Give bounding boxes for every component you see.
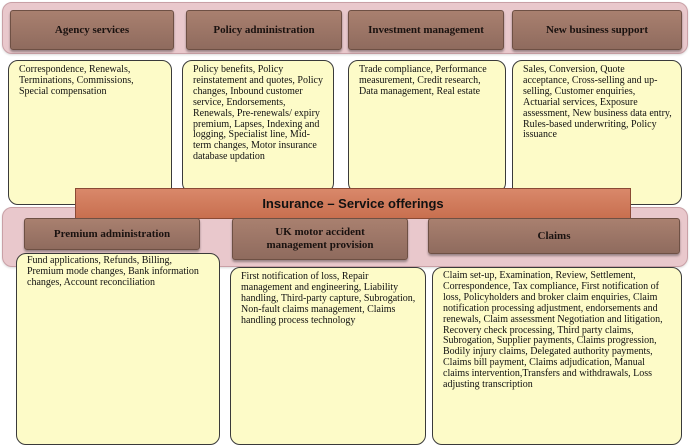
agency-services-box — [8, 60, 172, 205]
center-title: Insurance – Service offerings — [262, 196, 444, 211]
agency-services-body: Correspondence, Renewals, Terminations, Commissions, Special compensation — [19, 64, 134, 97]
uk-motor-accident-box — [230, 267, 426, 445]
agency-services-header — [10, 10, 174, 50]
investment-management-header — [348, 10, 504, 50]
new-business-support-body: Sales, Conversion, Quote acceptance, Cross-selling and up-selling, Customer enquiries, Actuarial services, Exposure assessment, New business data entry, Rules-based underwriting, Policy issuance — [523, 64, 672, 141]
premium-administration-box — [16, 253, 220, 445]
investment-management-body: Trade compliance, Performance measurement, Credit research, Data management, Real estate — [359, 64, 487, 97]
uk-motor-accident-header-line1: UK motor accident — [275, 226, 365, 238]
agency-services-header-label: Agency services — [54, 23, 130, 36]
investment-management-box — [348, 60, 506, 193]
uk-motor-accident-header-line2: management provision — [266, 239, 374, 251]
claims-body: Claim set-up, Examination, Review, Settlement, Correspondence, Tax compliance, First notification of loss, Policyholders and broker claim enquiries, Claim notification processing adjustment, endorsements and renewals, Claim assessment Negotiation and litigation, Recovery check processing, Third party claims, Subrogation, Supplier payments, Claims progression, Bodily injury claims, Delegated authority payments, Claims bill payment, Claims adjudication, Manual claims intervention,Transfers and withdrawals, Loss adjusting transcription — [443, 270, 663, 391]
center-title-bar — [75, 188, 631, 219]
policy-administration-header — [186, 10, 342, 50]
new-business-support-box — [512, 60, 682, 205]
uk-motor-accident-header — [232, 218, 408, 260]
policy-administration-body: Policy benefits, Policy reinstatement and quotes, Policy changes, Inbound customer service, Endorsements, Renewals, Pre-renewals/ expiry premium, Lapses, Indexing and logging, Specialist line, Mid-term changes, Motor insurance database updation — [193, 64, 323, 163]
new-business-support-header-label: New business support — [545, 23, 649, 36]
premium-administration-header-label: Premium administration — [53, 227, 171, 240]
policy-administration-box — [182, 60, 334, 193]
new-business-support-header — [512, 10, 682, 50]
uk-motor-accident-body: First notification of loss, Repair management and engineering, Liability handling, Third-party capture, Subrogation, Non-fault claims management, Claims handling process technology — [241, 271, 416, 326]
policy-administration-header-label: Policy administration — [213, 23, 315, 36]
premium-administration-header — [24, 218, 200, 250]
premium-administration-body: Fund applications, Refunds, Billing, Premium mode changes, Bank information changes, Account reconciliation — [27, 255, 199, 288]
claims-header-label: Claims — [537, 229, 571, 242]
claims-box — [432, 267, 682, 445]
claims-header — [428, 218, 680, 254]
investment-management-header-label: Investment management — [368, 23, 484, 36]
